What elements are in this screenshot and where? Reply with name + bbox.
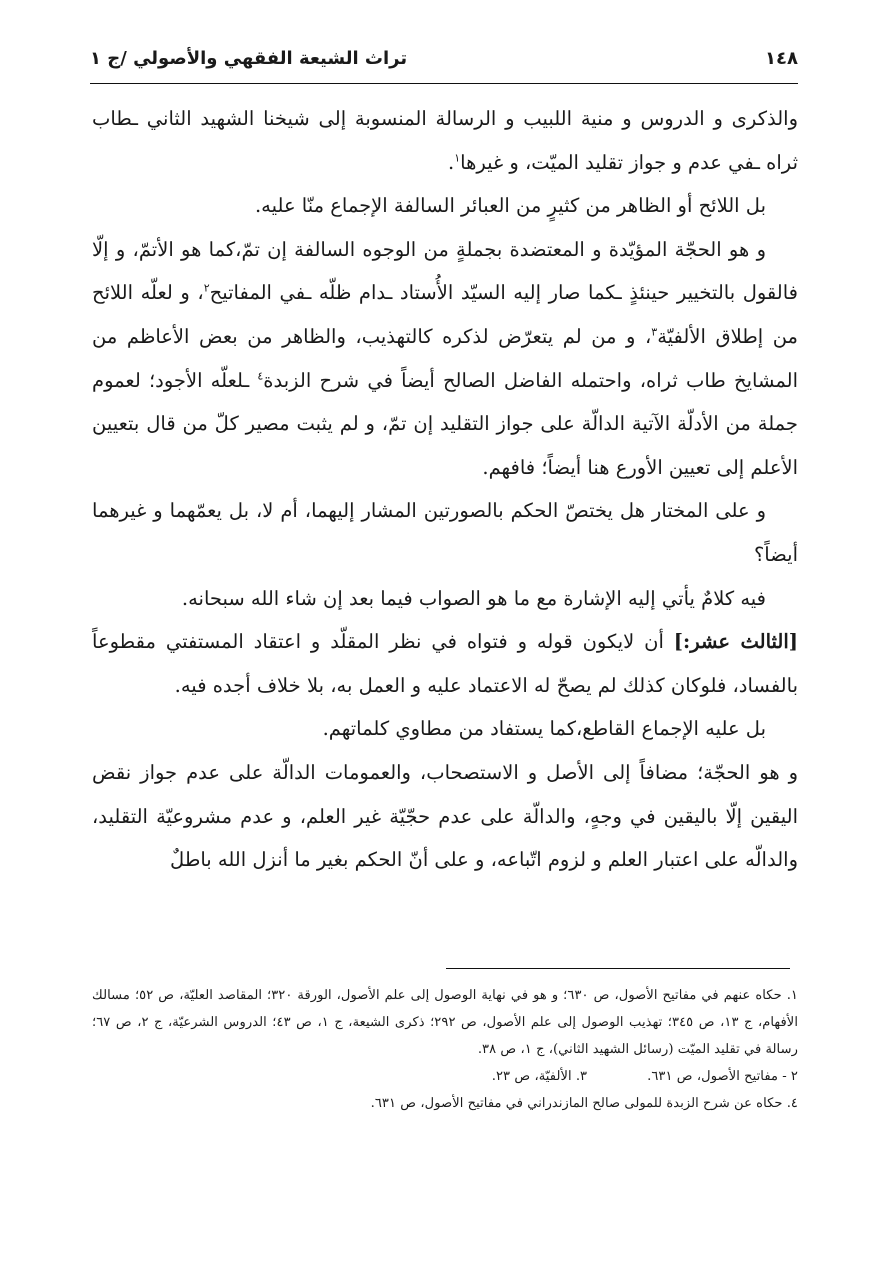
footnotes	[92, 982, 798, 1117]
footnote-ref: ٤	[257, 369, 264, 383]
paragraph-8: و هو الحجّة؛ مضافاً إلى الأصل و الاستصحاب، والعمومات الدالّة على عدم جواز نقض اليقين إلّا باليقين في وجهٍ، والدالّة على عدم حجّيّة غير العلم، و عدم مشروعيّة التقليد، والدالّه على اعتبار العلم و لزوم اتّباعه، و على أنّ الحكم بغير ما أنزل الله باطلٌ	[92, 760, 798, 872]
paragraph-5: فيه كلامٌ يأتي إليه الإشارة مع ما هو الصواب فيما بعد إن شاء الله سبحانه.	[181, 586, 766, 610]
footnote-4: ٤. حكاه عن شرح الزبدة للمولى صالح المازندراني في مفاتيح الأصول، ص ٦٣١.	[370, 1096, 798, 1111]
footnote-2: ٢ - مفاتيح الأصول، ص ٦٣١.	[647, 1069, 798, 1084]
header-rule	[90, 83, 798, 84]
page-number: ١٤٨	[765, 47, 798, 69]
body-text	[92, 97, 798, 882]
paragraph-6: [الثالث عشر:] أن لايكون قوله و فتواه في نظر المقلّد و اعتقاد المستفتي مقطوعاً بالفساد، فلوكان كذلك لم يصحّ له الاعتماد عليه و العمل به، بلا خلاف أجده فيه.	[92, 630, 798, 697]
section-heading: [الثالث عشر:]	[673, 630, 798, 654]
footnote-3: ٣. الألفيّة، ص ٢٣.	[491, 1069, 588, 1084]
footnote-row	[92, 1063, 798, 1090]
footnote-ref: ٢	[203, 281, 210, 295]
page-header	[90, 38, 798, 78]
footnote-1: ١. حكاه عنهم في مفاتيح الأصول، ص ٦٣٠؛ و هو في نهاية الوصول إلى علم الأصول، الورقة ٣٢٠؛ المقاصد العليّة، ص ٥٢؛ مسالك الأفهام، ج ١٣، ص ٣٤٥؛ تهذيب الوصول إلى علم الأصول، ص ٢٩٢؛ ذكرى الشيعة، ج ١، ص ٤٣؛ الدروس الشرعيّة، ج ٢، ص ٦٧؛ رسالة في تقليد الميّت (رسائل الشهيد الثاني)، ج ١، ص ٣٨.	[92, 988, 799, 1057]
running-title: تراث الشيعة الفقهي والأصولي /ج ١	[90, 47, 408, 69]
paragraph-1: والذكرى و الدروس و منية اللبيب و الرسالة المنسوبة إلى شيخنا الشهيد الثاني ـطاب ثراه ـفي عدم و جواز تقليد الميّت، و غيرها$^١$.	[92, 107, 798, 174]
footnote-ref: ٣	[651, 325, 658, 339]
paragraph-4: و على المختار هل يختصّ الحكم بالصورتين المشار إليهما، أم لا، بل يعمّهما و غيرهما أيضاً؟	[92, 499, 798, 566]
paragraph-2: بل اللائح أو الظاهر من كثيرٍ من العبائر السالفة الإجماع منّا عليه.	[254, 194, 766, 218]
footnote-ref: ١	[454, 151, 461, 165]
paragraph-3: و هو الحجّة المؤيّدة و المعتضدة بجملةٍ من الوجوه السالفة إن تمّ،كما هو الأتمّ، و إلّا فالقول بالتخيير حينئذٍ ـكما صار إليه السيّد الأُستاد ـدام ظلّه ـفي المفاتيح$^٢$، و لعلّه اللائح من إطلاق الألفيّة$^٣$، و من لم يتعرّض لذكره كالتهذيب، والظاهر من بعض الأعاظم من المشايخ طاب ثراه، واحتمله الفاضل الصالح أيضاً في شرح الزبدة$^٤$ ـلعلّه الأجود؛ لعموم جملة من الأدلّة الآتية الدالّة على جواز التقليد إن تمّ، و لم يثبت مصير كلّ من قال بتعيين الأعلم إلى تعيين الأورع هنا أيضاً؛ فافهم.	[92, 237, 799, 479]
paragraph-7: بل عليه الإجماع القاطع،كما يستفاد من مطاوي كلماتهم.	[322, 717, 766, 741]
footnote-rule	[446, 968, 790, 969]
